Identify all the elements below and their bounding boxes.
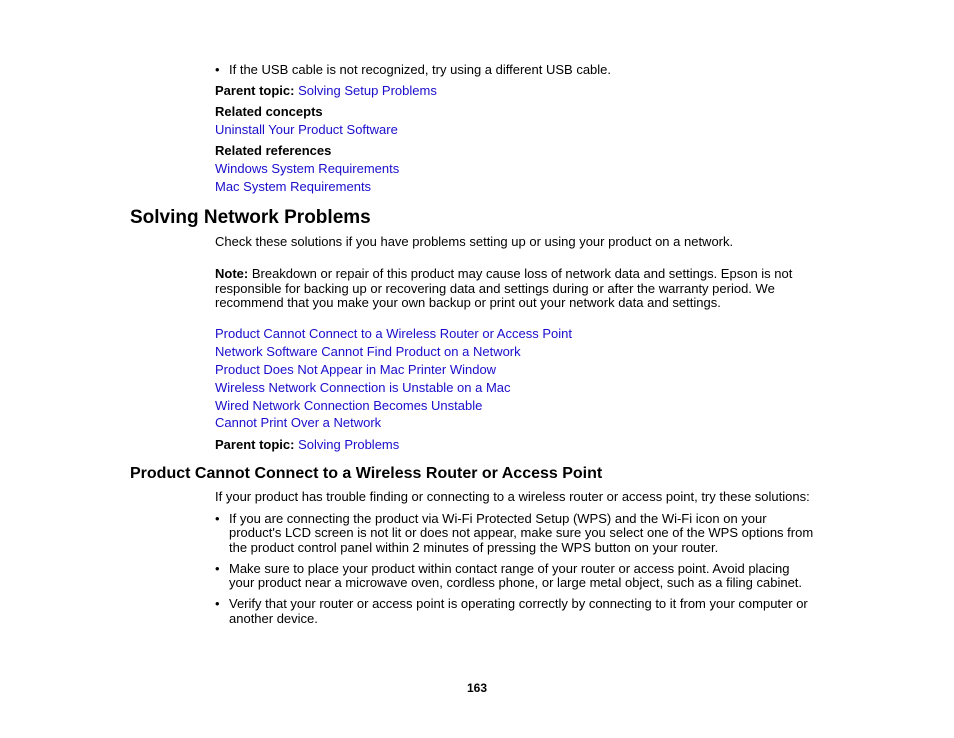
topic-link[interactable]: Wired Network Connection Becomes Unstable (215, 398, 483, 413)
subsection-intro: If your product has trouble finding or connecting to a wireless router or access point, try these solutions: (215, 489, 810, 504)
bullet-text: your product near a microwave oven, cordless phone, or large metal object, such as a filing cabinet. (229, 575, 803, 590)
bullet-text: Make sure to place your product within contact range of your router or access point. Avoid placing (229, 561, 790, 576)
list-item (0, 596, 954, 626)
related-reference-link[interactable]: Mac System Requirements (215, 179, 372, 194)
bullet-glyph: • (215, 62, 220, 77)
subsection-heading: Product Cannot Connect to a Wireless Router or Access Point (130, 465, 603, 482)
related-concept-link[interactable]: Uninstall Your Product Software (215, 122, 398, 137)
bullet-text: product's LCD screen is not lit or does not appear, make sure you select one of the WPS options from (229, 525, 814, 540)
related-references-heading: Related references (215, 143, 332, 158)
list-item (0, 561, 954, 591)
bullet-text: Verify that your router or access point is operating correctly by connecting to it from your computer or (229, 596, 808, 611)
note-line: responsible for backing up or recovering data and settings during or after the warranty period. We (215, 281, 775, 296)
note-label: Note: (215, 266, 249, 281)
bullet-text: the product control panel within 2 minutes of pressing the WPS button on your router. (229, 540, 719, 555)
bullet-glyph: • (215, 596, 220, 611)
topic-link[interactable]: Network Software Cannot Find Product on a Network (215, 344, 521, 359)
section-intro: Check these solutions if you have problems setting up or using your product on a network. (215, 234, 734, 249)
parent-topic-label: Parent topic: (215, 437, 295, 452)
bullet-text: another device. (229, 611, 318, 626)
section-heading: Solving Network Problems (130, 207, 371, 228)
topic-link[interactable]: Wireless Network Connection is Unstable on a Mac (215, 380, 511, 395)
bullet-glyph: • (215, 511, 220, 526)
related-reference-link[interactable]: Windows System Requirements (215, 161, 400, 176)
list-item (0, 511, 954, 556)
bullet-text: If you are connecting the product via Wi-Fi Protected Setup (WPS) and the Wi-Fi icon on your (229, 511, 767, 526)
related-concepts-heading: Related concepts (215, 104, 323, 119)
page-number: 163 (466, 681, 488, 695)
parent-topic-label: Parent topic: (215, 83, 295, 98)
bullet-text: If the USB cable is not recognized, try using a different USB cable. (229, 62, 612, 77)
topic-link[interactable]: Cannot Print Over a Network (215, 415, 382, 430)
bullet-glyph: • (215, 561, 220, 576)
note-line: recommend that you make your own backup or print out your network data and settings. (215, 295, 721, 310)
topic-link[interactable]: Product Does Not Appear in Mac Printer Window (215, 362, 497, 377)
note-text: Breakdown or repair of this product may cause loss of network data and settings. Epson is not (251, 266, 793, 281)
parent-topic-link[interactable]: Solving Problems (298, 437, 400, 452)
topic-link[interactable]: Product Cannot Connect to a Wireless Router or Access Point (215, 326, 572, 341)
parent-topic-link[interactable]: Solving Setup Problems (298, 83, 437, 98)
note-line (215, 266, 792, 281)
parent-topic (215, 437, 399, 452)
parent-topic (215, 83, 437, 98)
